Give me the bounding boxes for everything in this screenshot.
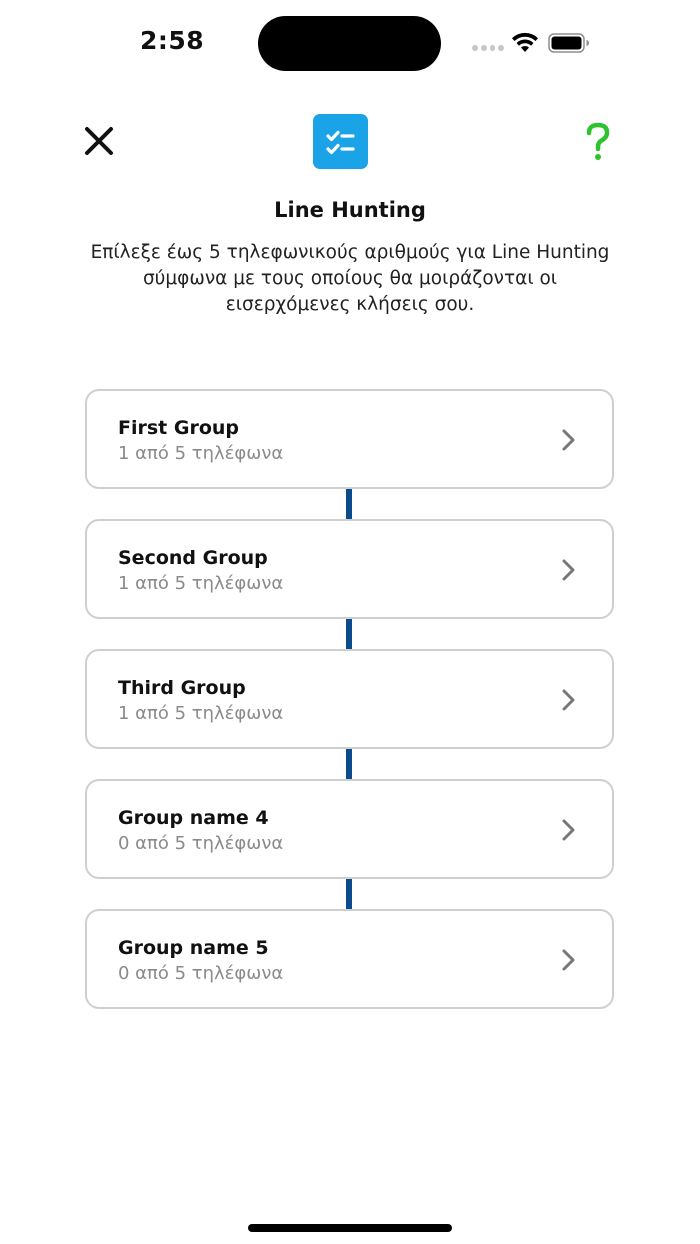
group-connector [346, 489, 352, 519]
chevron-right-icon [559, 947, 579, 973]
group-phone-count: 1 από 5 τηλέφωνα [118, 443, 284, 464]
status-time: 2:58 [140, 26, 205, 55]
wifi-icon [510, 30, 540, 54]
group-card-2[interactable] [85, 519, 614, 619]
group-name: Third Group [118, 677, 246, 699]
cellular-signal-icon [472, 45, 504, 53]
checklist-icon [313, 114, 368, 169]
dynamic-island [258, 16, 441, 71]
group-connector [346, 619, 352, 649]
help-button[interactable] [580, 120, 616, 164]
group-name: Group name 4 [118, 807, 269, 829]
close-icon [80, 122, 118, 160]
group-phone-count: 0 από 5 τηλέφωνα [118, 833, 284, 854]
help-icon [580, 120, 616, 164]
group-phone-count: 1 από 5 τηλέφωνα [118, 703, 284, 724]
chevron-right-icon [559, 557, 579, 583]
page-title: Line Hunting [274, 198, 426, 222]
chevron-right-icon [559, 817, 579, 843]
group-connector [346, 749, 352, 779]
home-indicator[interactable] [248, 1224, 452, 1232]
group-name: Group name 5 [118, 937, 269, 959]
chevron-right-icon [559, 687, 579, 713]
group-card-3[interactable] [85, 649, 614, 749]
group-phone-count: 0 από 5 τηλέφωνα [118, 963, 284, 984]
battery-icon [548, 33, 590, 53]
group-name: Second Group [118, 547, 268, 569]
group-card-1[interactable] [85, 389, 614, 489]
group-phone-count: 1 από 5 τηλέφωνα [118, 573, 284, 594]
group-list [85, 389, 614, 1009]
group-card-5[interactable] [85, 909, 614, 1009]
page-description: Επίλεξε έως 5 τηλεφωνικούς αριθμούς για Line Hunting σύμφωνα με τους οποίους θα μοιράζονται οι εισερχόμενες κλήσεις σου. [90, 242, 610, 315]
group-card-4[interactable] [85, 779, 614, 879]
chevron-right-icon [559, 427, 579, 453]
close-button[interactable] [80, 122, 118, 160]
group-connector [346, 879, 352, 909]
group-name: First Group [118, 417, 240, 439]
